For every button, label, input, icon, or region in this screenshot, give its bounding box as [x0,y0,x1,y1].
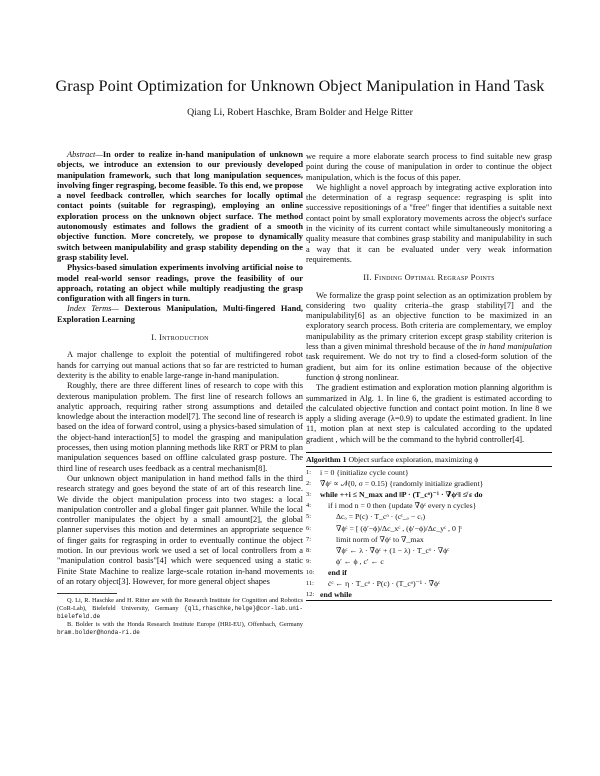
footnote-2: B. Bolder is with the Honda Research Institute Europe (HRI-EU), Offenbach, Germany bram.bolder@honda-ri.de [57,621,303,637]
algorithm-line: 4: if i mod n = 0 then {update ∇̂ϕᶜ every n cycles} [306,501,477,511]
right-paragraph-4: The gradient estimation and exploration motion planning algorithm is summarized in Alg. 1. In line 6, the gradient is estimated according to the calculated objective function and contact point motion. In line 8 we apply a sliding average (λ=0.9) to update the estimated gradient. In line 11, motion plan at next step is calculated according to the updated gradient , which will be the command to the hybrid controller[4]. [306,383,552,444]
algorithm-line: 11: ċᶜ ← η · T_cᵒ · P(c) · (T_cᵒ)⁻¹ · ∇̂ϕᶜ [306,579,441,589]
algorithm-box [306,452,552,601]
section-heading-introduction: I. Introduction [151,333,209,343]
algorithm-lines [306,467,552,600]
algorithm-caption: Algorithm 1 Object surface exploration, maximizing ϕ [306,453,552,467]
right-paragraph-3: We formalize the grasp point selection as an optimization problem by considering two quality criteria–the grasp stability[7] and the manipulability[6] as an objective function to be maximized in an exploratory search process. Both criteria are complementary, we employ manipulability as the primary criterion except grasp stability criterion is less than a given minimal threshold because of the in hand manipulation task requirement. We do not try to find a closed-form solution of the gradient, but aim for its online estimation because of the objective function ϕ strong nonlinear. [306,290,552,382]
algorithm-line: 3: while ++i ≤ N_max and ‖P · (T_cᵒ)⁻¹ · ∇̂ϕᶜ‖ ≰ ε do [306,490,483,500]
left-column [57,150,303,637]
algorithm-line: 5: Δcₒ = P(c) · T_cᵒ · (cᵗ_ₒ − cᵣ) [306,512,426,522]
algorithm-line: 12: end while [306,590,352,600]
paper-authors: Qiang Li, Robert Haschke, Bram Bolder and Helge Ritter [187,107,413,118]
intro-paragraph-3: Our unknown object manipulation in hand method falls in the third research strategy and goes beyond the state of art of this research line. We divide the object manipulation process into two stages: a local manipulation controller and a global finger gait planner. While the local controller manipulates the object by a small amount[2], the global planner supervises this motion and determines an appropriate sequence of finger gaits for regrasping in order to eventually continue the object motion. In our previous work we used a set of local controllers from a "manipulation control basis"[4] which were sequenced using a static Finite State Machine to realize large-scale rotation in-hand movements of an rotary object[3]. However, for more general object shapes [57,473,303,586]
index-terms-label: Index Terms [67,304,112,314]
right-column [306,152,552,601]
emphasis-in-hand: in hand manipulation [479,342,552,352]
abstract-text: In order to realize in-hand manipulation of unknown objects, we introduce an extension to our previously developed manipulation framework, such that long manipulation sequences, involving finger regrasping, become feasible. To this end, we propose a novel feedback controller, which searches for locally optimal contact points (suitable for regrasping), employing an online exploration process on the unknown object surface. The method autonomously estimates and follows the gradient of a smooth objective function. More concretely, we propose to dynamically switch between manipulability and grasp stability depending on the grasp stability level. [57,150,303,262]
algorithm-line: 10: end if [306,567,347,577]
right-paragraph-1: we require a more elaborate search process to find suitable new grasp point during the couse of manipulation in order to continue the object manipulation, which is the focus of this paper. [306,152,552,182]
algorithm-label: Algorithm 1 [306,455,347,465]
abstract-text-2: Physics-based simulation experiments involving artificial noise to model real-world sensor readings, prove the feasibility of our approach, rotating an object while multiply readjusting the grasp configuration with all fingers in turn. [57,263,303,304]
abstract-paragraph: Abstract—In order to realize in-hand manipulation of unknown objects, we introduce an extension to our previously developed manipulation framework, such that long manipulation sequences, involving finger regrasping, become feasible. To this end, we propose a novel feedback controller, which searches for locally optimal contact points (suitable for regrasping), employing an online exploration process on the unknown object surface. The method autonomously estimates and follows the gradient of a smooth objective function. More concretely, we propose to dynamically switch between manipulability and grasp stability depending on the grasp stability level. [57,150,303,262]
intro-paragraph-1: A major challenge to exploit the potential of multifingered robot hands for carrying out manual actions that so far are restricted to human dexterity is the ability to enable large-range in-hand manipulation. [57,350,303,380]
algorithm-line: 6: ∇ϕᶜ = [ (ϕ′−ϕ)/Δc_xᶜ , (ϕ′−ϕ)/Δc_yᶜ , 0 ]ᵗ [306,523,462,533]
intro-paragraph-2: Roughly, there are three different lines of research to cope with this dexterous manipulation problem. The first line of research follows an analytic approach, requiring rather strong assumptions and detailed knowledge about the interaction model[7]. The second line of research is based on the idea of forward control, using a physics-based simulation of the object-hand interaction[5] to model the grasping and manipulation processes, then using motion planning methods like RRT or PRM to plan manipulation sequences based on offline calculated grasp posture. The third line of research uses feedback as a central mechanism[8]. [57,381,303,473]
footnote-divider [57,593,117,594]
section-heading-finding-optimal: II. Finding Optimal Regrasp Points [363,273,495,283]
algorithm-line: 1: i = 0 {initialize cycle count} [306,468,409,478]
paper-title: Grasp Point Optimization for Unknown Object Manipulation in Hand Task [55,77,545,95]
footnote-2-email: bram.bolder@honda-ri.de [57,629,140,637]
footnote-1-email: {qli,rhaschke,helge}@cor-lab.uni-bielefeld.de [57,605,303,621]
algorithm-line: 8: ∇̂ϕᶜ ← λ · ∇̂ϕᶜ + (1 − λ) · T_cᵒ · ∇ϕᶜ [306,545,450,555]
right-paragraph-2: We highlight a novel approach by integrating active exploration into the determination of a regrasp sequence: regrasping is split into successive repositionings of a "free" finger that identifies a suitable next contact point by small exploratory movements across the object's surface in the vicinity of its current contact while simultaneously monitoring a quality measure that combines grasp stability and manipulability in such a way that it can be evaluated under very weak information requirements. [306,182,552,264]
footnote-1: Q. Li, R. Haschke and H. Ritter are with the Research Institute for Cognition and Robotics (CoR-Lab), Bielefeld University, Germany {qli,rhaschke,helge}@cor-lab.uni-bielefeld.de [57,597,303,621]
index-terms-text: Dexterous Manipulation, Multi-fingered Hand, Exploration Learning [57,304,303,324]
algorithm-line: 9: ϕ′ ← ϕ , c′ ← c [306,556,384,566]
algorithm-line: 2: ∇̂ϕᶜ ∝ 𝒩(0, σ = 0.15) {randomly initialize gradient} [306,479,484,489]
abstract-label: Abstract [67,150,96,159]
algorithm-line: 7: limit norm of ∇ϕᶜ to ∇_max [306,534,424,544]
index-terms: Index Terms— Dexterous Manipulation, Multi-fingered Hand, Exploration Learning [57,304,303,324]
